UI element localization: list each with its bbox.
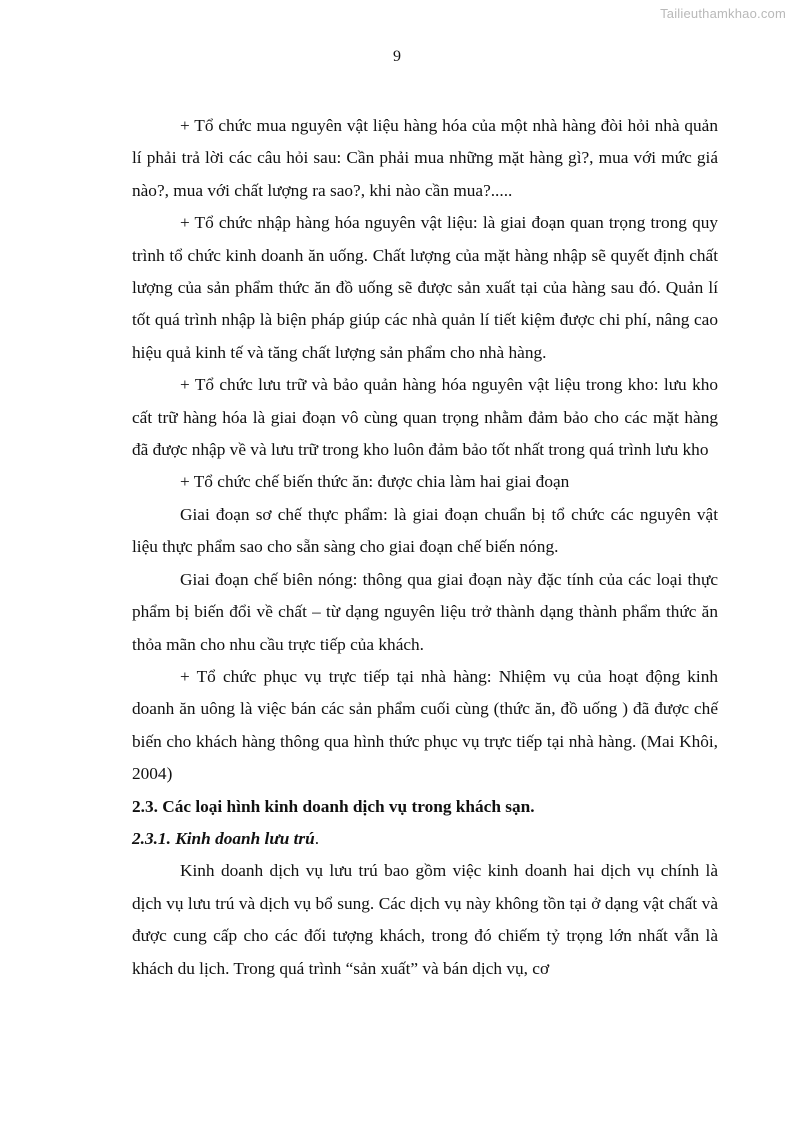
paragraph-storage: + Tổ chức lưu trữ và bảo quản hàng hóa nguyên vật liệu trong kho: lưu kho cất trữ hàng hóa là giai đoạn vô cùng quan trọng nhằm đảm bảo cho các mặt hàng đã được nhập về và lưu trữ trong kho luôn đảm bảo tốt nhất trong quá trình lưu kho [132,375,718,460]
watermark-text: Tailieuthamkhao.com [660,6,786,21]
paragraph-accommodation: Kinh doanh dịch vụ lưu trú bao gồm việc kinh doanh hai dịch vụ chính là dịch vụ lưu trú và dịch vụ bổ sung. Các dịch vụ này không tồn tại ở dạng vật chất và được cung cấp cho các đối tượng khách, trong đó chiếm tỷ trọng lớn nhất vẫn là khách du lịch. Trong quá trình “sản xuất” và bán dịch vụ, cơ [132,861,718,978]
page-number: 9 [393,48,401,65]
paragraph-purchasing: + Tổ chức mua nguyên vật liệu hàng hóa của một nhà hàng đòi hỏi nhà quản lí phải trả lời các câu hỏi sau: Cần phải mua những mặt hàng gì?, mua với mức giá nào?, mua với chất lượng ra sao?, khi nào cần mua?..... [132,116,718,200]
paragraph-preprocessing: Giai đoạn sơ chế thực phẩm: là giai đoạn chuẩn bị tổ chức các nguyên vật liệu thực phẩm sao cho sẵn sàng cho giai đoạn chế biến nóng. [132,504,718,557]
section-heading: 2.3. Các loại hình kinh doanh dịch vụ trong khách sạn. [132,796,535,816]
document-body [132,110,718,985]
paragraph-cooking: Giai đoạn chế biên nóng: thông qua giai đoạn này đặc tính của các loại thực phẩm bị biến đổi về chất – từ dạng nguyên liệu trở thành dạng thành phẩm thức ăn thỏa mãn cho nhu cầu trực tiếp của khách. [132,569,718,654]
paragraph-processing: + Tổ chức chế biến thức ăn: được chia làm hai giai đoạn [180,472,570,492]
paragraph-service: + Tổ chức phục vụ trực tiếp tại nhà hàng: Nhiệm vụ của hoạt động kinh doanh ăn uông là việc bán các sản phẩm cuối cùng (thức ăn, đồ uống ) đã được chế biến cho khách hàng thông qua hình thức phục vụ trực tiếp tại nhà hàng. (Mai Khôi, 2004) [132,666,718,784]
subsection-heading-period: . [314,828,320,848]
subsection-heading [132,823,718,855]
subsection-heading-text: 2.3.1. Kinh doanh lưu trú [132,828,315,848]
paragraph-receiving: + Tổ chức nhập hàng hóa nguyên vật liệu: là giai đoạn quan trọng trong quy trình tổ chức kinh doanh ăn uống. Chất lượng của mặt hàng nhập sẽ quyết định chất lượng của sản phẩm thức ăn đồ uống sẽ được sản xuất tại của hàng sau đó. Quản lí tốt quá trình nhập là biện pháp giúp các nhà quản lí tiết kiệm được chi phí, nâng cao hiệu quả kinh tế và tăng chất lượng sản phẩm cho nhà hàng. [132,213,718,362]
